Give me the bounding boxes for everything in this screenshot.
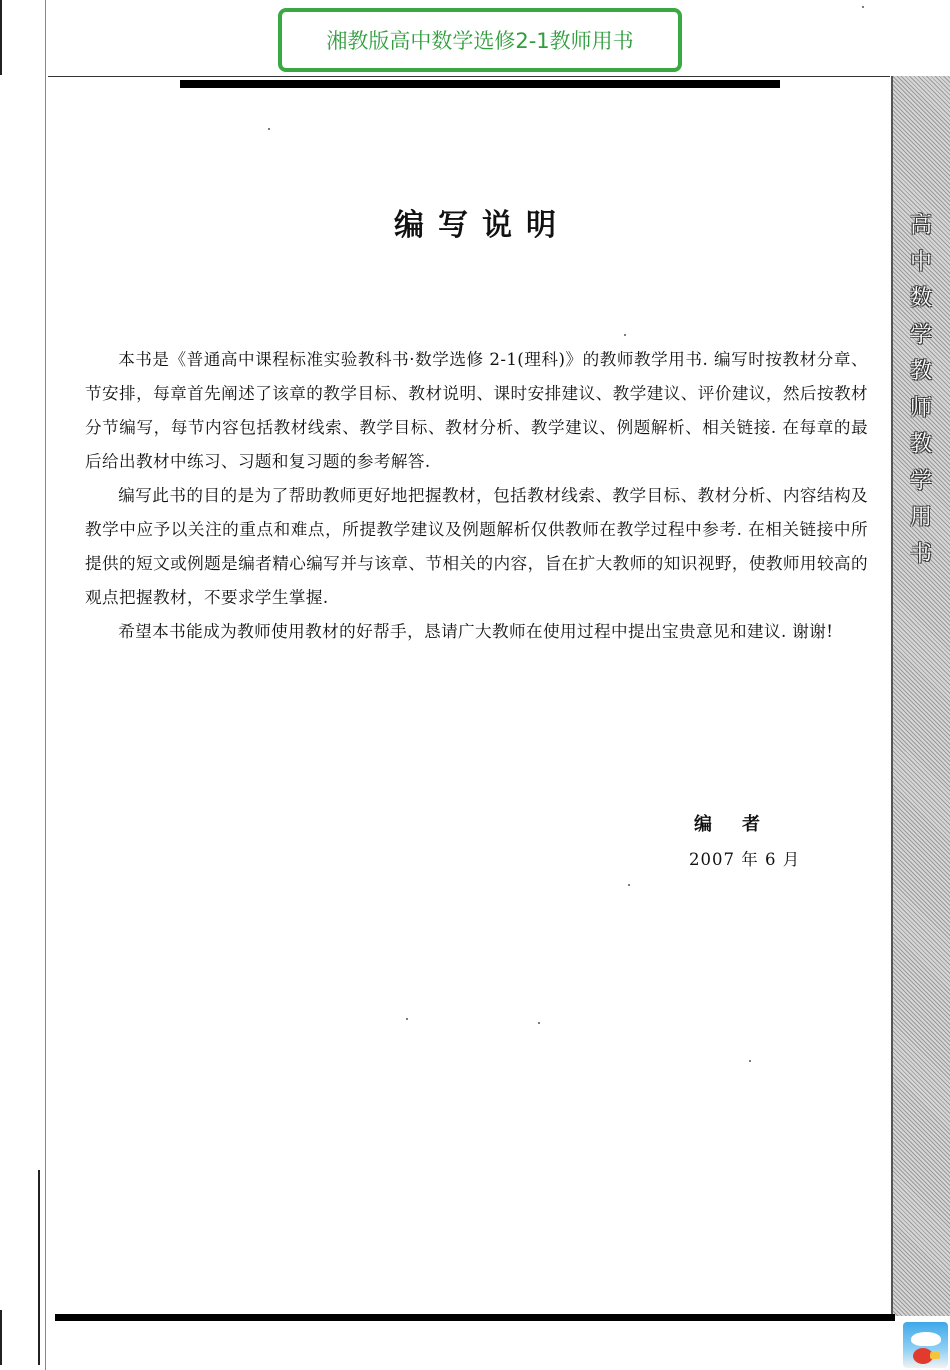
side-char: 高 — [909, 213, 932, 238]
scan-edge-line — [0, 1310, 2, 1365]
scan-speck — [268, 128, 270, 130]
scan-speck — [862, 6, 864, 8]
side-char: 学 — [909, 322, 932, 348]
scan-speck — [624, 334, 626, 336]
side-char: 中 — [909, 249, 932, 275]
body-text — [85, 343, 868, 649]
scan-speck — [628, 884, 630, 886]
paragraph: 希望本书能成为教师使用教材的好帮手，恳请广大教师在使用过程中提出宝贵意见和建议. 谢谢! — [118, 622, 834, 641]
side-char: 师 — [909, 395, 932, 421]
publication-date: 2007 年 6 月 — [689, 850, 801, 869]
book-title-label: 湘教版高中数学选修2-1教师用书 — [326, 29, 634, 53]
scan-speck — [538, 1022, 540, 1024]
side-strip-title — [903, 208, 939, 573]
bird-logo-icon — [903, 1322, 948, 1368]
side-char: 教 — [909, 359, 932, 384]
paragraph: 编写此书的目的是为了帮助教师更好地把握教材，包括教材线索、教学目标、教材分析、内容结构及教学中应予以关注的重点和难点，所提教学建议及例题解析仅供教师在教学过程中参考. 在相关链接中所提供的短文或例题是编者精心编写并与该章、节相关的内容，旨在扩大教师的知识视野，使教师用较高的观点把握教材，不要求学生掌握. — [85, 486, 868, 607]
scan-speck — [749, 1060, 751, 1062]
scan-edge-line — [0, 0, 2, 75]
side-char: 学 — [909, 468, 932, 494]
side-char: 书 — [909, 541, 932, 567]
book-title-banner — [278, 8, 682, 72]
header-bar — [180, 80, 780, 88]
side-char: 教 — [909, 432, 932, 457]
scan-speck — [406, 1018, 408, 1020]
author-signature: 编者 — [694, 814, 790, 835]
page-title: 编写说明 — [394, 208, 570, 243]
header-rule — [48, 76, 890, 77]
scan-edge-line — [38, 1170, 40, 1365]
side-char: 用 — [909, 505, 932, 530]
side-char: 数 — [909, 286, 932, 311]
footer-bar — [55, 1314, 895, 1321]
paragraph: 本书是《普通高中课程标准实验教科书·数学选修 2-1(理科)》的教师教学用书. 编写时按教材分章、节安排，每章首先阐述了该章的教学目标、教材说明、课时安排建议、教学建议、评价建议，然后按教材分节编写，每节内容包括教材线索、教学目标、教材分析、教学建议、例题解析、相关链接. 在每章的最后给出教材中练习、习题和复习题的参考解答. — [85, 350, 868, 471]
